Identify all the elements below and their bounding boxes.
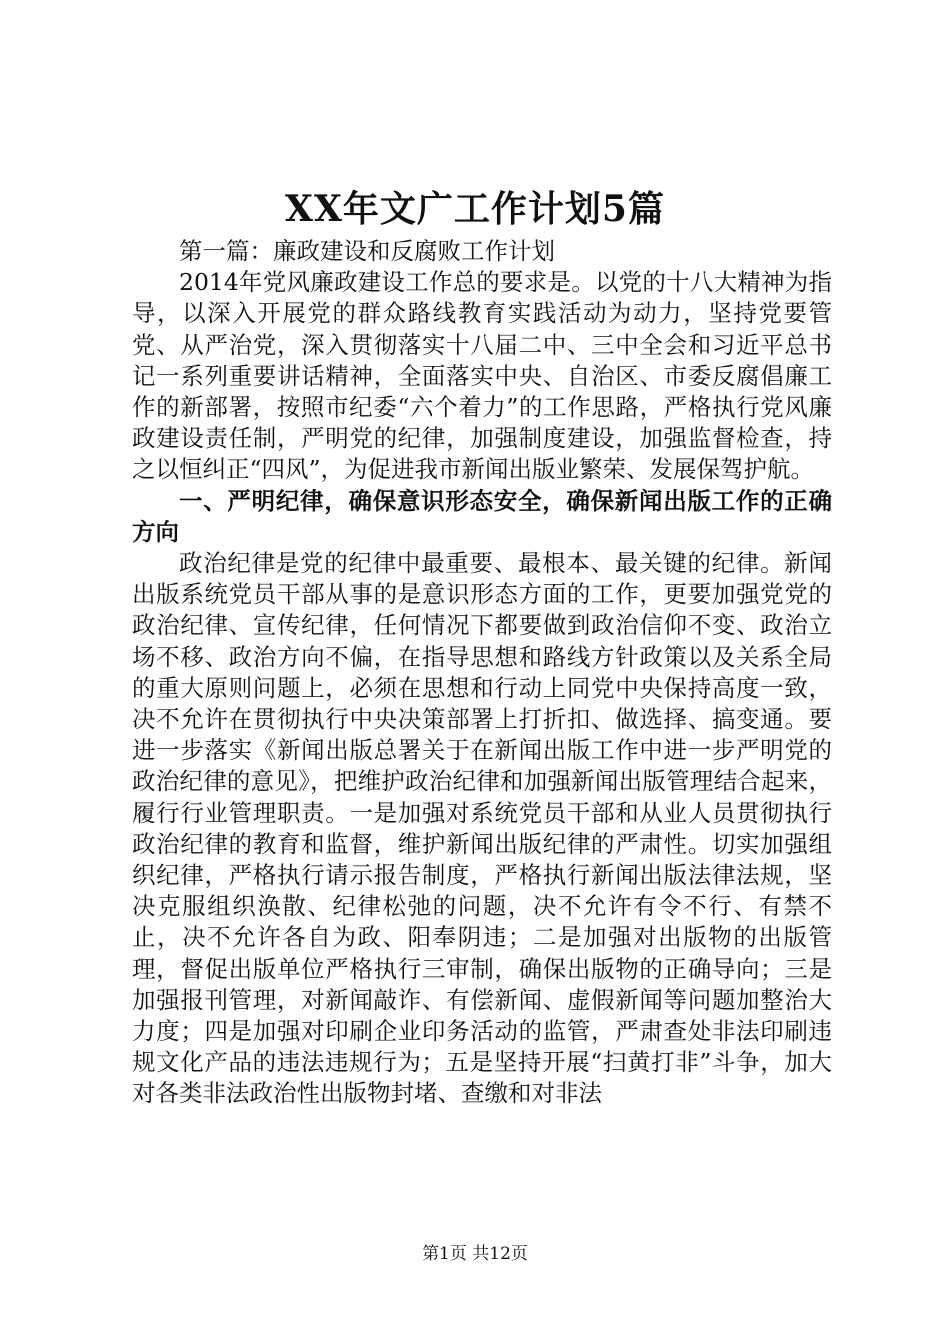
section-heading: 一、严明纪律，确保意识形态安全，确保新闻出版工作的正确方向 — [132, 486, 832, 546]
section-subtitle: 第一篇：廉政建设和反腐败工作计划 — [179, 237, 555, 265]
document-title: XX年文广工作计划5篇 — [285, 188, 665, 230]
body-paragraph: 2014年党风廉政建设工作总的要求是。以党的十八大精神为指导，以深入开展党的群众路线教育实践活动为动力，坚持党要管党、从严治党，深入贯彻落实十八届二中、三中全会和习近平总书记一系列重要讲话精神，全面落实中央、自治区、市委反腐倡廉工作的新部署，按照市纪委“六个着力”的工作思路，严格执行党风廉政建设责任制，严明党的纪律，加强制度建设，加强监督检查，持之以恒纠正“四风”，为促进我市新闻出版业繁荣、发展保驾护航。 — [132, 268, 832, 484]
page-footer: 第1页 共12页 — [422, 1244, 528, 1264]
body-paragraph: 政治纪律是党的纪律中最重要、最根本、最关键的纪律。新闻出版系统党员干部从事的是意识形态方面的工作，更要加强党党的政治纪律、宣传纪律，任何情况下都要做到政治信仰不变、政治立场不移、政治方向不偏，在指导思想和路线方针政策以及关系全局的重大原则问题上，必须在思想和行动上同党中央保持高度一致，决不允许在贯彻执行中央决策部署上打折扣、做选择、搞变通。要进一步落实《新闻出版总署关于在新闻出版工作中进一步严明党的政治纪律的意见》，把维护政治纪律和加强新闻出版管理结合起来，履行行业管理职责。一是加强对系统党员干部和从业人员贯彻执行政治纪律的教育和监督，维护新闻出版纪律的严肃性。切实加强组织纪律，严格执行请示报告制度，严格执行新闻出版法律法规，坚决克服组织涣散、纪律松弛的问题，决不允许有令不行、有禁不止，决不允许各自为政、阳奉阴违；二是加强对出版物的出版管理，督促出版单位严格执行三审制，确保出版物的正确导向；三是加强报刊管理，对新闻敲诈、有偿新闻、虚假新闻等问题加整治大力度；四是加强对印刷企业印务活动的监管，严肃查处非法印刷违规文化产品的违法违规行为；五是坚持开展“扫黄打非”斗争，加大对各类非法政治性出版物封堵、查缴和对非法 — [132, 549, 832, 1108]
document-body — [132, 236, 832, 1110]
